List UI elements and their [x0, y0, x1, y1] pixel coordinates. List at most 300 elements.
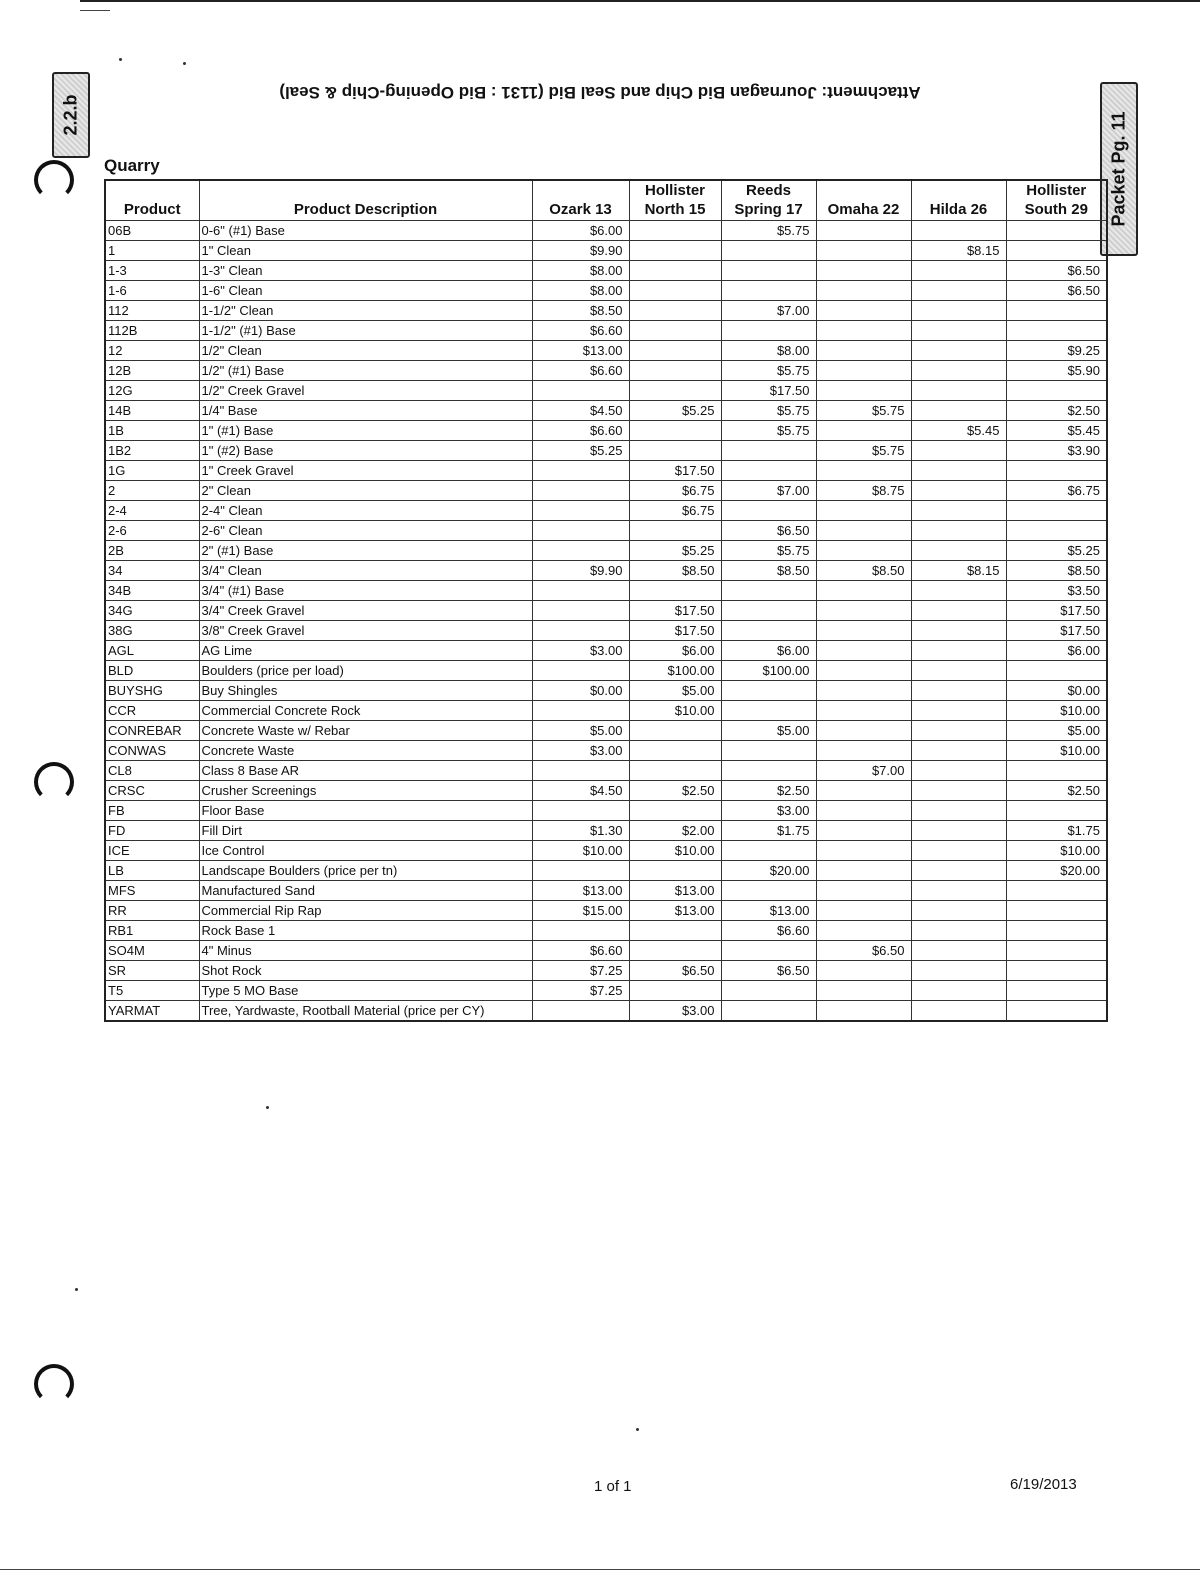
price-cell	[629, 381, 721, 401]
price-cell	[1006, 321, 1107, 341]
price-cell	[1006, 301, 1107, 321]
product-description-cell: 1/2" Creek Gravel	[199, 381, 532, 401]
price-cell: $5.90	[1006, 361, 1107, 381]
product-code-cell: 38G	[105, 621, 199, 641]
table-row	[105, 261, 1107, 281]
price-cell	[911, 681, 1006, 701]
price-cell	[1006, 901, 1107, 921]
price-cell	[816, 881, 911, 901]
table-row	[105, 401, 1107, 421]
price-cell	[721, 501, 816, 521]
product-code-cell: SO4M	[105, 941, 199, 961]
price-cell: $17.50	[1006, 601, 1107, 621]
table-row	[105, 381, 1107, 401]
product-code-cell: CCR	[105, 701, 199, 721]
price-cell	[721, 601, 816, 621]
document-date: 6/19/2013	[1010, 1476, 1077, 1493]
bottom-rule	[0, 1569, 1200, 1570]
price-cell	[816, 361, 911, 381]
price-cell: $2.50	[1006, 401, 1107, 421]
price-cell: $5.00	[629, 681, 721, 701]
price-cell: $8.00	[721, 341, 816, 361]
column-header: Hollister North 15	[629, 180, 721, 221]
price-cell	[1006, 981, 1107, 1001]
price-cell	[532, 661, 629, 681]
price-cell	[629, 721, 721, 741]
price-cell	[911, 801, 1006, 821]
section-title: Quarry	[104, 156, 160, 175]
product-description-cell: Crusher Screenings	[199, 781, 532, 801]
product-description-cell: Fill Dirt	[199, 821, 532, 841]
product-description-cell: 2" (#1) Base	[199, 541, 532, 561]
price-cell: $1.75	[1006, 821, 1107, 841]
table-row	[105, 741, 1107, 761]
price-cell	[816, 301, 911, 321]
price-cell	[532, 1001, 629, 1022]
price-cell: $17.50	[721, 381, 816, 401]
price-cell	[629, 741, 721, 761]
product-description-cell: AG Lime	[199, 641, 532, 661]
product-code-cell: BLD	[105, 661, 199, 681]
price-cell: $1.75	[721, 821, 816, 841]
table-row	[105, 221, 1107, 241]
price-cell: $0.00	[532, 681, 629, 701]
price-cell	[629, 221, 721, 241]
price-cell: $6.50	[1006, 261, 1107, 281]
price-cell	[816, 221, 911, 241]
price-cell	[629, 301, 721, 321]
price-cell	[532, 921, 629, 941]
binder-hole-icon	[34, 762, 74, 802]
price-cell: $7.25	[532, 961, 629, 981]
price-cell: $2.00	[629, 821, 721, 841]
price-cell	[1006, 661, 1107, 681]
product-description-cell: Shot Rock	[199, 961, 532, 981]
speck	[119, 58, 122, 61]
price-cell	[911, 521, 1006, 541]
price-cell	[816, 241, 911, 261]
product-description-cell: 1" (#1) Base	[199, 421, 532, 441]
product-description-cell: 2-4" Clean	[199, 501, 532, 521]
price-cell	[721, 761, 816, 781]
product-code-cell: 2	[105, 481, 199, 501]
table-row	[105, 541, 1107, 561]
product-code-cell: 1-6	[105, 281, 199, 301]
page-number: 1 of 1	[594, 1478, 632, 1495]
price-cell	[816, 921, 911, 941]
price-cell: $100.00	[629, 661, 721, 681]
price-cell: $6.50	[721, 521, 816, 541]
price-cell	[1006, 761, 1107, 781]
price-cell: $10.00	[1006, 701, 1107, 721]
price-cell	[629, 341, 721, 361]
price-cell	[816, 901, 911, 921]
price-cell: $6.75	[629, 501, 721, 521]
price-cell	[816, 381, 911, 401]
price-cell: $5.00	[721, 721, 816, 741]
table-row	[105, 601, 1107, 621]
price-cell: $17.50	[1006, 621, 1107, 641]
product-code-cell: 34	[105, 561, 199, 581]
price-cell	[816, 421, 911, 441]
price-cell	[1006, 921, 1107, 941]
price-cell	[816, 1001, 911, 1022]
price-cell	[721, 321, 816, 341]
product-description-cell: 0-6" (#1) Base	[199, 221, 532, 241]
price-cell	[721, 441, 816, 461]
table-row	[105, 761, 1107, 781]
price-cell: $6.50	[629, 961, 721, 981]
price-cell: $4.50	[532, 781, 629, 801]
product-description-cell: 3/4" Creek Gravel	[199, 601, 532, 621]
price-cell	[816, 621, 911, 641]
price-cell: $6.50	[816, 941, 911, 961]
product-description-cell: 1-1/2" Clean	[199, 301, 532, 321]
price-cell	[629, 761, 721, 781]
price-cell	[1006, 801, 1107, 821]
price-cell	[629, 421, 721, 441]
product-code-cell: 1	[105, 241, 199, 261]
price-cell: $8.15	[911, 241, 1006, 261]
price-cell	[911, 881, 1006, 901]
price-cell	[816, 641, 911, 661]
price-cell	[816, 741, 911, 761]
price-cell: $6.00	[532, 221, 629, 241]
price-cell	[1006, 241, 1107, 261]
price-cell: $5.25	[532, 441, 629, 461]
product-code-cell: 12B	[105, 361, 199, 381]
table-row	[105, 561, 1107, 581]
price-cell: $3.00	[629, 1001, 721, 1022]
price-cell	[911, 781, 1006, 801]
product-description-cell: 3/8" Creek Gravel	[199, 621, 532, 641]
price-cell	[911, 501, 1006, 521]
price-cell: $8.00	[532, 281, 629, 301]
table-row	[105, 861, 1107, 881]
packet-page-label: Packet Pg. 11	[1108, 111, 1129, 227]
price-cell	[629, 241, 721, 261]
price-cell: $6.60	[532, 361, 629, 381]
price-cell: $5.75	[721, 541, 816, 561]
table-row	[105, 341, 1107, 361]
price-cell	[629, 941, 721, 961]
price-cell: $5.00	[532, 721, 629, 741]
product-code-cell: 06B	[105, 221, 199, 241]
product-code-cell: 34G	[105, 601, 199, 621]
table-row	[105, 801, 1107, 821]
product-code-cell: 34B	[105, 581, 199, 601]
product-code-cell: YARMAT	[105, 1001, 199, 1022]
product-description-cell: 1" Creek Gravel	[199, 461, 532, 481]
price-cell	[911, 581, 1006, 601]
product-description-cell: Commercial Rip Rap	[199, 901, 532, 921]
product-code-cell: FD	[105, 821, 199, 841]
price-cell	[629, 981, 721, 1001]
price-cell: $6.00	[629, 641, 721, 661]
price-cell	[721, 621, 816, 641]
table-row	[105, 961, 1107, 981]
price-cell	[816, 981, 911, 1001]
price-cell: $9.90	[532, 241, 629, 261]
price-cell: $4.50	[532, 401, 629, 421]
product-code-cell: 14B	[105, 401, 199, 421]
price-cell: $8.50	[816, 561, 911, 581]
price-cell	[911, 981, 1006, 1001]
product-code-cell: T5	[105, 981, 199, 1001]
speck	[636, 1428, 639, 1431]
price-cell: $10.00	[1006, 841, 1107, 861]
price-cell: $2.50	[629, 781, 721, 801]
price-cell	[629, 321, 721, 341]
product-code-cell: 1G	[105, 461, 199, 481]
price-cell	[721, 681, 816, 701]
price-cell	[532, 461, 629, 481]
price-cell	[532, 801, 629, 821]
price-cell	[532, 581, 629, 601]
price-cell	[911, 961, 1006, 981]
price-cell	[911, 941, 1006, 961]
product-code-cell: 2-4	[105, 501, 199, 521]
product-code-cell: 2-6	[105, 521, 199, 541]
product-description-cell: 2-6" Clean	[199, 521, 532, 541]
table-row	[105, 921, 1107, 941]
table-row	[105, 721, 1107, 741]
column-header: Ozark 13	[532, 180, 629, 221]
price-cell: $0.00	[1006, 681, 1107, 701]
price-cell: $15.00	[532, 901, 629, 921]
price-cell: $3.50	[1006, 581, 1107, 601]
speck	[75, 1288, 78, 1291]
product-code-cell: RR	[105, 901, 199, 921]
product-description-cell: 1" (#2) Base	[199, 441, 532, 461]
price-cell	[629, 521, 721, 541]
price-cell: $8.50	[532, 301, 629, 321]
product-code-cell: BUYSHG	[105, 681, 199, 701]
product-description-cell: Concrete Waste	[199, 741, 532, 761]
price-cell: $10.00	[1006, 741, 1107, 761]
product-code-cell: 1B	[105, 421, 199, 441]
price-cell	[816, 501, 911, 521]
product-description-cell: Commercial Concrete Rock	[199, 701, 532, 721]
product-description-cell: 1/4" Base	[199, 401, 532, 421]
price-cell: $8.00	[532, 261, 629, 281]
product-code-cell: 12G	[105, 381, 199, 401]
product-code-cell: RB1	[105, 921, 199, 941]
price-cell	[816, 661, 911, 681]
table-row	[105, 321, 1107, 341]
price-cell: $3.00	[532, 641, 629, 661]
product-code-cell: CONREBAR	[105, 721, 199, 741]
price-cell: $17.50	[629, 461, 721, 481]
table-row	[105, 821, 1107, 841]
product-code-cell: LB	[105, 861, 199, 881]
price-cell: $6.00	[1006, 641, 1107, 661]
price-cell: $5.45	[1006, 421, 1107, 441]
product-code-cell: CL8	[105, 761, 199, 781]
price-cell	[629, 361, 721, 381]
table-row	[105, 901, 1107, 921]
price-cell	[816, 781, 911, 801]
column-header: Hilda 26	[911, 180, 1006, 221]
price-cell	[629, 921, 721, 941]
price-cell	[911, 761, 1006, 781]
price-cell: $2.50	[1006, 781, 1107, 801]
product-description-cell: Type 5 MO Base	[199, 981, 532, 1001]
price-cell: $6.60	[532, 941, 629, 961]
price-cell	[911, 301, 1006, 321]
price-cell	[721, 701, 816, 721]
table-row	[105, 701, 1107, 721]
price-cell: $9.90	[532, 561, 629, 581]
table-row	[105, 581, 1107, 601]
price-cell	[816, 521, 911, 541]
price-cell	[816, 721, 911, 741]
price-cell: $5.45	[911, 421, 1006, 441]
price-cell	[911, 461, 1006, 481]
table-row	[105, 501, 1107, 521]
table-row	[105, 281, 1107, 301]
table-row	[105, 361, 1107, 381]
price-cell	[816, 961, 911, 981]
price-cell	[1006, 961, 1107, 981]
price-cell	[721, 1001, 816, 1022]
price-cell: $5.00	[1006, 721, 1107, 741]
table-row	[105, 681, 1107, 701]
price-cell	[911, 281, 1006, 301]
price-cell: $17.50	[629, 601, 721, 621]
price-cell	[1006, 381, 1107, 401]
price-cell	[532, 621, 629, 641]
price-cell	[629, 281, 721, 301]
price-cell	[629, 441, 721, 461]
price-cell: $6.60	[532, 321, 629, 341]
price-cell	[1006, 1001, 1107, 1022]
price-cell: $6.75	[629, 481, 721, 501]
price-cell	[532, 761, 629, 781]
price-cell: $5.25	[1006, 541, 1107, 561]
price-cell: $7.00	[721, 301, 816, 321]
product-code-cell: 112B	[105, 321, 199, 341]
price-cell: $9.25	[1006, 341, 1107, 361]
price-cell: $5.75	[816, 441, 911, 461]
price-cell: $5.25	[629, 541, 721, 561]
speck	[266, 1106, 269, 1109]
column-header: Product Description	[199, 180, 532, 221]
price-cell	[816, 341, 911, 361]
table-row	[105, 481, 1107, 501]
price-cell	[816, 821, 911, 841]
binder-hole-icon	[34, 1364, 74, 1404]
price-cell	[532, 861, 629, 881]
product-code-cell: 112	[105, 301, 199, 321]
table-row	[105, 301, 1107, 321]
price-cell	[911, 741, 1006, 761]
price-cell	[911, 401, 1006, 421]
price-cell	[532, 601, 629, 621]
price-cell	[721, 461, 816, 481]
product-code-cell: SR	[105, 961, 199, 981]
price-cell	[911, 361, 1006, 381]
top-rule	[80, 0, 1200, 2]
price-cell: $5.75	[816, 401, 911, 421]
column-header: Hollister South 29	[1006, 180, 1107, 221]
price-cell: $6.75	[1006, 481, 1107, 501]
price-cell	[721, 981, 816, 1001]
price-cell: $7.00	[721, 481, 816, 501]
price-cell: $8.15	[911, 561, 1006, 581]
table-row	[105, 941, 1107, 961]
product-description-cell: Floor Base	[199, 801, 532, 821]
table-row	[105, 621, 1107, 641]
price-cell: $8.75	[816, 481, 911, 501]
price-cell: $3.90	[1006, 441, 1107, 461]
price-cell	[1006, 521, 1107, 541]
price-cell	[911, 841, 1006, 861]
price-cell	[911, 901, 1006, 921]
product-description-cell: Class 8 Base AR	[199, 761, 532, 781]
product-code-cell: CONWAS	[105, 741, 199, 761]
table-row	[105, 641, 1107, 661]
price-cell: $10.00	[532, 841, 629, 861]
product-description-cell: Buy Shingles	[199, 681, 532, 701]
price-cell	[911, 601, 1006, 621]
price-cell: $6.60	[721, 921, 816, 941]
price-cell	[911, 621, 1006, 641]
speck	[183, 62, 186, 65]
product-description-cell: Manufactured Sand	[199, 881, 532, 901]
price-cell: $8.50	[721, 561, 816, 581]
price-cell	[1006, 501, 1107, 521]
product-description-cell: 3/4" (#1) Base	[199, 581, 532, 601]
table-row	[105, 461, 1107, 481]
product-description-cell: 3/4" Clean	[199, 561, 532, 581]
price-cell: $6.50	[1006, 281, 1107, 301]
price-cell: $13.00	[629, 901, 721, 921]
product-description-cell: 1" Clean	[199, 241, 532, 261]
price-cell: $7.25	[532, 981, 629, 1001]
price-cell: $13.00	[721, 901, 816, 921]
price-cell: $1.30	[532, 821, 629, 841]
product-description-cell: 1-6" Clean	[199, 281, 532, 301]
product-code-cell: FB	[105, 801, 199, 821]
product-description-cell: 1-1/2" (#1) Base	[199, 321, 532, 341]
price-cell: $5.75	[721, 401, 816, 421]
section-tab	[52, 72, 90, 158]
price-cell	[816, 681, 911, 701]
price-cell	[816, 281, 911, 301]
price-cell	[911, 821, 1006, 841]
table-row	[105, 661, 1107, 681]
price-cell: $5.75	[721, 221, 816, 241]
price-cell: $5.75	[721, 421, 816, 441]
product-description-cell: Boulders (price per load)	[199, 661, 532, 681]
product-code-cell: 1B2	[105, 441, 199, 461]
table-row	[105, 241, 1107, 261]
product-code-cell: 12	[105, 341, 199, 361]
product-description-cell: Rock Base 1	[199, 921, 532, 941]
table-body	[105, 221, 1107, 1022]
price-cell	[816, 321, 911, 341]
product-code-cell: 1-3	[105, 261, 199, 281]
price-cell	[816, 601, 911, 621]
product-description-cell: Ice Control	[199, 841, 532, 861]
product-code-cell: ICE	[105, 841, 199, 861]
price-cell: $5.25	[629, 401, 721, 421]
price-cell	[911, 321, 1006, 341]
price-cell	[911, 921, 1006, 941]
product-description-cell: 1/2" Clean	[199, 341, 532, 361]
price-cell	[911, 861, 1006, 881]
